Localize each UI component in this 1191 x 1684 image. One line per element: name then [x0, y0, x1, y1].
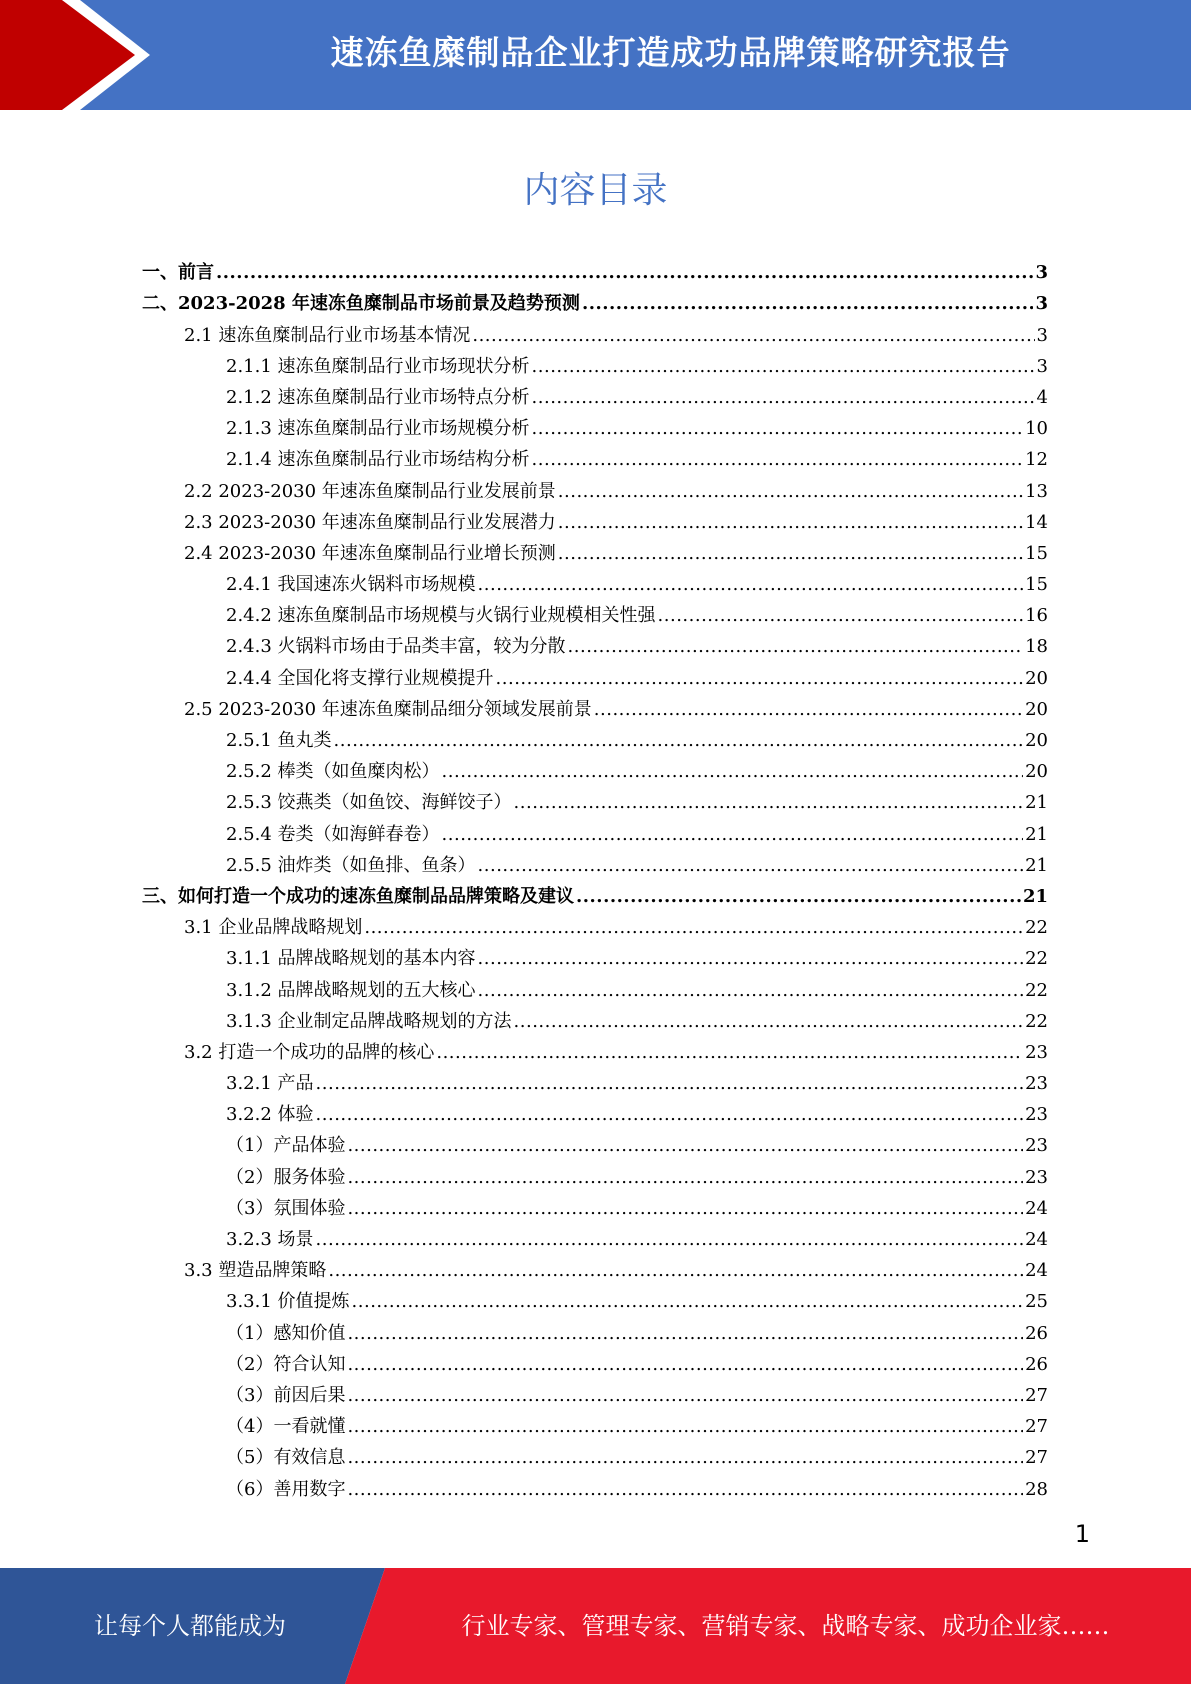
toc-entry[interactable] — [142, 721, 1048, 752]
toc-entry-page: 3 — [1035, 262, 1048, 284]
toc-entry[interactable] — [142, 783, 1048, 814]
toc-entry-page: 3 — [1036, 355, 1048, 377]
toc-entry-page: 15 — [1025, 574, 1048, 596]
toc-leader-dots — [532, 418, 1024, 440]
footer-slogan-left: 让每个人都能成为 — [94, 1612, 286, 1640]
page-footer — [0, 1568, 1191, 1684]
toc-entry-page: 24 — [1025, 1229, 1048, 1250]
toc-leader-dots — [568, 636, 1024, 658]
toc-entry-label: 2.1.4 速冻鱼糜制品行业市场结构分析 — [226, 449, 530, 471]
toc-entry[interactable] — [142, 1033, 1048, 1064]
toc-entry-label: 2.5.4 卷类（如海鲜春卷） — [226, 823, 440, 845]
toc-entry-label: 三、如何打造一个成功的速冻鱼糜制品品牌策略及建议 — [142, 885, 574, 907]
toc-leader-dots — [316, 1073, 1024, 1095]
toc-leader-dots — [347, 1167, 1023, 1189]
toc-entry-label: 2.5.1 鱼丸类 — [226, 730, 332, 751]
toc-entry[interactable] — [142, 970, 1048, 1001]
toc-entry[interactable] — [142, 690, 1048, 721]
toc-leader-dots — [478, 574, 1024, 596]
toc-entry[interactable] — [142, 471, 1048, 502]
toc-entry-page: 21 — [1025, 823, 1048, 845]
toc-entry[interactable] — [142, 939, 1048, 970]
toc-leader-dots — [532, 356, 1035, 378]
toc-leader-dots — [594, 699, 1023, 721]
toc-entry-label: 2.3 2023-2030 年速冻鱼糜制品行业发展潜力 — [184, 511, 556, 533]
toc-leader-dots — [347, 1447, 1023, 1469]
toc-entry[interactable] — [142, 877, 1048, 908]
toc-entry-label: 3.2.3 场景 — [226, 1229, 314, 1250]
toc-entry[interactable] — [142, 627, 1048, 658]
toc-leader-dots — [658, 605, 1024, 627]
toc-entry-label: 2.4.3 火锅料市场由于品类丰富，较为分散 — [226, 636, 566, 658]
toc-entry-page: 22 — [1025, 1010, 1048, 1032]
toc-entry-label: 2.1.2 速冻鱼糜制品行业市场特点分析 — [226, 386, 530, 408]
toc-entry[interactable] — [142, 1438, 1048, 1469]
toc-entry-label: 二、2023-2028 年速冻鱼糜制品市场前景及趋势预测 — [142, 293, 580, 315]
toc-entry[interactable] — [142, 253, 1048, 284]
toc-entry-label: （2）服务体验 — [226, 1166, 346, 1188]
toc-entry[interactable] — [142, 1376, 1048, 1407]
toc-entry-label: 3.1.1 品牌战略规划的基本内容 — [226, 948, 476, 970]
toc-entry-label: （6）善用数字 — [226, 1478, 346, 1500]
toc-leader-dots — [514, 1011, 1024, 1033]
toc-entry-page: 22 — [1025, 917, 1048, 939]
toc-entry-page: 22 — [1025, 948, 1048, 970]
toc-entry-label: （1）感知价值 — [226, 1322, 346, 1344]
toc-entry-label: 2.4.4 全国化将支撑行业规模提升 — [226, 667, 494, 689]
toc-entry[interactable] — [142, 1189, 1048, 1220]
toc-leader-dots — [347, 1135, 1023, 1157]
toc-entry[interactable] — [142, 1251, 1048, 1282]
toc-leader-dots — [558, 543, 1023, 565]
toc-entry-label: （4）一看就懂 — [226, 1416, 346, 1438]
toc-entry-label: 3.3 塑造品牌策略 — [184, 1260, 327, 1282]
toc-entry-label: 3.2.2 体验 — [226, 1104, 314, 1126]
table-of-contents — [142, 253, 1048, 1501]
toc-entry[interactable] — [142, 1313, 1048, 1344]
toc-entry[interactable] — [142, 284, 1048, 315]
toc-heading: 内容目录 — [523, 170, 668, 211]
toc-entry[interactable] — [142, 503, 1048, 534]
toc-entry-page: 20 — [1025, 667, 1048, 689]
report-title: 速冻鱼糜制品企业打造成功品牌策略研究报告 — [330, 33, 1011, 72]
toc-entry[interactable] — [142, 1220, 1048, 1251]
toc-entry[interactable] — [142, 315, 1048, 346]
toc-entry-page: 23 — [1025, 1104, 1048, 1126]
toc-leader-dots — [558, 481, 1023, 503]
toc-entry-page: 23 — [1025, 1041, 1048, 1063]
toc-entry[interactable] — [142, 752, 1048, 783]
toc-leader-dots — [328, 1260, 1023, 1282]
toc-entry-page: 28 — [1025, 1478, 1048, 1500]
toc-entry-label: 2.1.1 速冻鱼糜制品行业市场现状分析 — [226, 355, 530, 377]
toc-entry-label: （3）前因后果 — [226, 1384, 346, 1406]
toc-entry-label: 3.1.2 品牌战略规划的五大核心 — [226, 979, 476, 1001]
toc-entry-label: 3.2 打造一个成功的品牌的核心 — [184, 1041, 435, 1063]
toc-entry-page: 24 — [1025, 1260, 1048, 1282]
toc-entry-label: 一、前言 — [142, 262, 214, 284]
page-number: 1 — [1074, 1520, 1090, 1548]
toc-entry-page: 20 — [1025, 761, 1048, 783]
toc-entry-page: 20 — [1025, 730, 1048, 751]
toc-leader-dots — [496, 668, 1024, 690]
toc-leader-dots — [558, 512, 1023, 534]
toc-entry-page: 18 — [1025, 636, 1048, 658]
toc-entry[interactable] — [142, 1345, 1048, 1376]
toc-entry-page: 10 — [1025, 418, 1048, 440]
toc-entry-label: （3）氛围体验 — [226, 1197, 346, 1219]
toc-entry[interactable] — [142, 440, 1048, 471]
toc-entry-label: 2.1 速冻鱼糜制品行业市场基本情况 — [184, 324, 471, 346]
toc-entry[interactable] — [142, 658, 1048, 689]
toc-entry-page: 23 — [1025, 1135, 1048, 1157]
toc-entry-label: 3.1 企业品牌战略规划 — [184, 917, 363, 939]
toc-leader-dots — [347, 1416, 1023, 1438]
toc-leader-dots — [216, 262, 1033, 284]
toc-leader-dots — [347, 1323, 1023, 1345]
toc-leader-dots — [478, 855, 1024, 877]
toc-leader-dots — [347, 1385, 1023, 1407]
toc-entry-page: 16 — [1025, 605, 1048, 627]
toc-entry-page: 26 — [1025, 1353, 1048, 1375]
toc-leader-dots — [532, 449, 1024, 471]
toc-entry-page: 27 — [1025, 1447, 1048, 1469]
toc-entry-label: 2.5.2 棒类（如鱼糜肉松） — [226, 761, 440, 783]
toc-leader-dots — [514, 792, 1024, 814]
toc-entry[interactable] — [142, 596, 1048, 627]
toc-entry[interactable] — [142, 1126, 1048, 1157]
toc-leader-dots — [436, 1042, 1023, 1064]
toc-leader-dots — [347, 1354, 1023, 1376]
toc-entry[interactable] — [142, 1407, 1048, 1438]
toc-entry-label: 2.4.2 速冻鱼糜制品市场规模与火锅行业规模相关性强 — [226, 605, 656, 627]
toc-entry-page: 23 — [1025, 1166, 1048, 1188]
toc-entry[interactable] — [142, 534, 1048, 565]
toc-leader-dots — [316, 1104, 1024, 1126]
toc-entry-page: 13 — [1025, 480, 1048, 502]
toc-entry-label: 2.1.3 速冻鱼糜制品行业市场规模分析 — [226, 418, 530, 440]
toc-entry-label: 3.3.1 价值提炼 — [226, 1291, 350, 1313]
toc-entry[interactable] — [142, 908, 1048, 939]
toc-entry-page: 25 — [1025, 1291, 1048, 1313]
toc-leader-dots — [532, 387, 1035, 409]
toc-entry[interactable] — [142, 378, 1048, 409]
toc-entry-page: 26 — [1025, 1322, 1048, 1344]
toc-leader-dots — [347, 1198, 1023, 1220]
toc-entry-page: 3 — [1035, 293, 1048, 315]
toc-entry[interactable] — [142, 565, 1048, 596]
toc-entry-page: 21 — [1025, 854, 1048, 876]
toc-entry[interactable] — [142, 1095, 1048, 1126]
toc-entry-page: 27 — [1025, 1416, 1048, 1438]
toc-entry-page: 21 — [1022, 885, 1048, 907]
toc-entry-label: （5）有效信息 — [226, 1447, 346, 1469]
toc-leader-dots — [442, 824, 1024, 846]
toc-entry[interactable] — [142, 1469, 1048, 1500]
toc-entry-label: 3.1.3 企业制定品牌战略规划的方法 — [226, 1010, 512, 1032]
toc-leader-dots — [347, 1479, 1023, 1501]
toc-entry-page: 14 — [1025, 511, 1048, 533]
toc-entry-label: 2.4 2023-2030 年速冻鱼糜制品行业增长预测 — [184, 542, 556, 564]
toc-entry-page: 23 — [1025, 1073, 1048, 1095]
page-header — [0, 0, 1191, 110]
toc-entry[interactable] — [142, 846, 1048, 877]
toc-entry-page: 22 — [1025, 979, 1048, 1001]
toc-entry-page: 21 — [1025, 792, 1048, 814]
toc-leader-dots — [442, 761, 1024, 783]
toc-leader-dots — [478, 948, 1024, 970]
toc-leader-dots — [316, 1229, 1024, 1251]
toc-leader-dots — [364, 917, 1023, 939]
toc-entry-page: 27 — [1025, 1384, 1048, 1406]
toc-entry-page: 24 — [1025, 1197, 1048, 1219]
toc-leader-dots — [582, 293, 1034, 315]
toc-leader-dots — [472, 325, 1034, 347]
toc-leader-dots — [334, 730, 1024, 752]
toc-entry[interactable] — [142, 1282, 1048, 1313]
toc-entry-page: 15 — [1025, 542, 1048, 564]
toc-entry-label: 2.5.5 油炸类（如鱼排、鱼条） — [226, 854, 476, 876]
footer-slogan-right: 行业专家、管理专家、营销专家、战略专家、成功企业家…… — [461, 1612, 1110, 1640]
toc-leader-dots — [576, 886, 1021, 908]
toc-entry[interactable] — [142, 1064, 1048, 1095]
toc-entry-page: 4 — [1036, 386, 1048, 408]
toc-entry[interactable] — [142, 409, 1048, 440]
toc-entry-label: 2.5 2023-2030 年速冻鱼糜制品细分领域发展前景 — [184, 698, 592, 720]
toc-entry-page: 20 — [1025, 698, 1048, 720]
toc-entry[interactable] — [142, 1157, 1048, 1188]
toc-entry-label: （1）产品体验 — [226, 1135, 346, 1157]
toc-entry-label: （2）符合认知 — [226, 1353, 346, 1375]
toc-entry-label: 2.5.3 饺燕类（如鱼饺、海鲜饺子） — [226, 792, 512, 814]
toc-entry-label: 2.2 2023-2030 年速冻鱼糜制品行业发展前景 — [184, 480, 556, 502]
toc-entry-page: 3 — [1036, 324, 1048, 346]
toc-entry[interactable] — [142, 814, 1048, 845]
toc-entry-label: 3.2.1 产品 — [226, 1073, 314, 1095]
toc-entry[interactable] — [142, 1002, 1048, 1033]
toc-leader-dots — [478, 980, 1024, 1002]
toc-entry[interactable] — [142, 347, 1048, 378]
toc-leader-dots — [352, 1291, 1024, 1313]
toc-entry-page: 12 — [1025, 449, 1048, 471]
toc-entry-label: 2.4.1 我国速冻火锅料市场规模 — [226, 574, 476, 596]
